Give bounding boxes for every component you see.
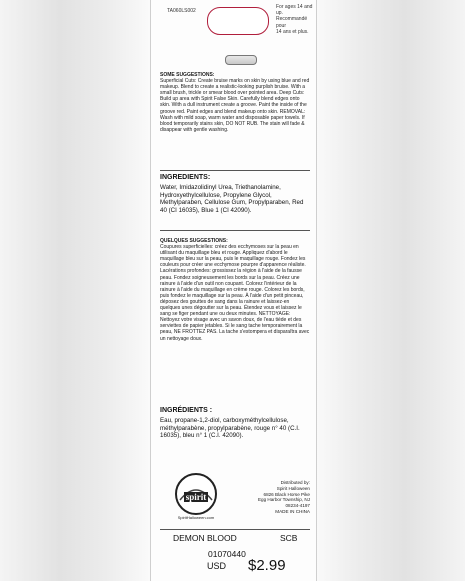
- suggestions-fr: [160, 238, 310, 342]
- divider: [160, 170, 310, 171]
- suggestions-en-body: Superficial Cuts: Create bruise marks on skin by using blue and red makeup. Blend to create a realistic-looking purplish bruise. With a small brush, trickle or smear blood over pointed area. Deep Cuts: Build up area with Spirit False Skin. Carefully blend edges onto skin. With a dull instrument create a groove. Paint the inside of the groove red. Paint edges and blend makeup onto skin. REMOVAL: Wash with mild soap, warm water and disposable paper towels. If blood temporarily stains skin, DO NOT RUB. The stain will fade & disappear with gentle washing.: [160, 78, 310, 133]
- logo-tagline: SpiritHalloween.com: [177, 515, 215, 520]
- age-line-1: For ages 14 and up.: [276, 4, 313, 17]
- price-tag-product-name: DEMON BLOOD: [173, 533, 237, 543]
- product-code-top: TA060LS002: [167, 8, 196, 14]
- distributor-line: Egg Harbor Township, NJ: [257, 497, 310, 503]
- logo-text: spirit: [185, 492, 207, 502]
- ingredients-fr-body: Eau, propane-1,2-diol, carboxyméthylcellulose, méthylparabène, propylparabène, rouge n° 40 (C.I. 16035), bleu n° 1 (C.I. 42090).: [160, 417, 300, 440]
- divider: [160, 230, 310, 231]
- age-line-2: Recommandé pour: [276, 16, 308, 29]
- ingredients-en-heading: INGREDIENTS:: [160, 174, 211, 181]
- distributor-line: 08234-4197: [285, 503, 310, 509]
- distributor-line: 6826 Black Horse Pike: [263, 491, 310, 497]
- ingredients-en-body: Water, Imidazolidinyl Urea, Triethanolamine, Hydroxyethylcellulose, Propylene Glycol, Methylparaben, Cellulose Gum, Propylparaben, Red 40 (CI 16035), Blue 1 (CI 42090).: [160, 184, 304, 214]
- hang-tab: [207, 7, 269, 35]
- suggestions-fr-heading: QUELQUES SUGGESTIONS:: [160, 238, 228, 244]
- distributor-line: Distributed by:: [280, 480, 310, 485]
- hang-hole: [225, 55, 257, 65]
- price-tag-product-code: SCB: [280, 533, 298, 543]
- price-tag-currency: USD: [207, 561, 227, 571]
- distributor-line: Spirit Halloween: [276, 485, 310, 491]
- age-warning: [276, 4, 316, 35]
- price-tag-price: $2.99: [248, 557, 286, 574]
- suggestions-fr-body: Coupures superficielles: créez des ecchymoses sur la peau en utilisant du maquillage bleu et rouge. Appliquez d'abord le maquillage bleu sur la peau, puis le maquillage rouge. Fondez les couleurs pour créer une ecchymose pourpre d'apparence réaliste. Lacérations profondes: grossissez la région à l'aide de la fausse peau. Fondez soigneusement les bords sur la peau. Créez une rainure à l'aide d'un outil non coupant. Colorez l'intérieur de la rainure à l'aide du maquillage en crème rouge. Colorez les bords, puis fondez le maquillage sur la peau. À l'aide d'un petit pinceau, déposez des gouttes de sang dans la rainure et laissez-en quelques unes dégoutter sur la peau. Étendez vous et laissez le sang se figer pendant une ou deux minutes. NETTOYAGE: Nettoyez votre visage avec un savon doux, de l'eau tiède et des serviettes de papier jetables. Si le sang tache temporairement la peau, NE FROTTEZ PAS. La tache s'estompera et disparaîtra avec un nettoyage doux.: [160, 244, 310, 342]
- price-tag-sku: 01070440: [208, 549, 246, 559]
- left-packaging-rail: [0, 0, 150, 581]
- suggestions-en: [160, 72, 310, 133]
- distributor-line: MADE IN CHINA: [275, 508, 310, 514]
- distributor-info: [255, 480, 310, 515]
- spirit-logo: [172, 472, 220, 520]
- right-packaging-rail: [315, 0, 465, 581]
- age-line-3: 14 ans et plus.: [276, 28, 309, 35]
- ingredients-fr-heading: INGRÉDIENTS :: [160, 407, 213, 414]
- divider: [160, 529, 310, 530]
- suggestions-en-heading: SOME SUGGESTIONS:: [160, 72, 215, 78]
